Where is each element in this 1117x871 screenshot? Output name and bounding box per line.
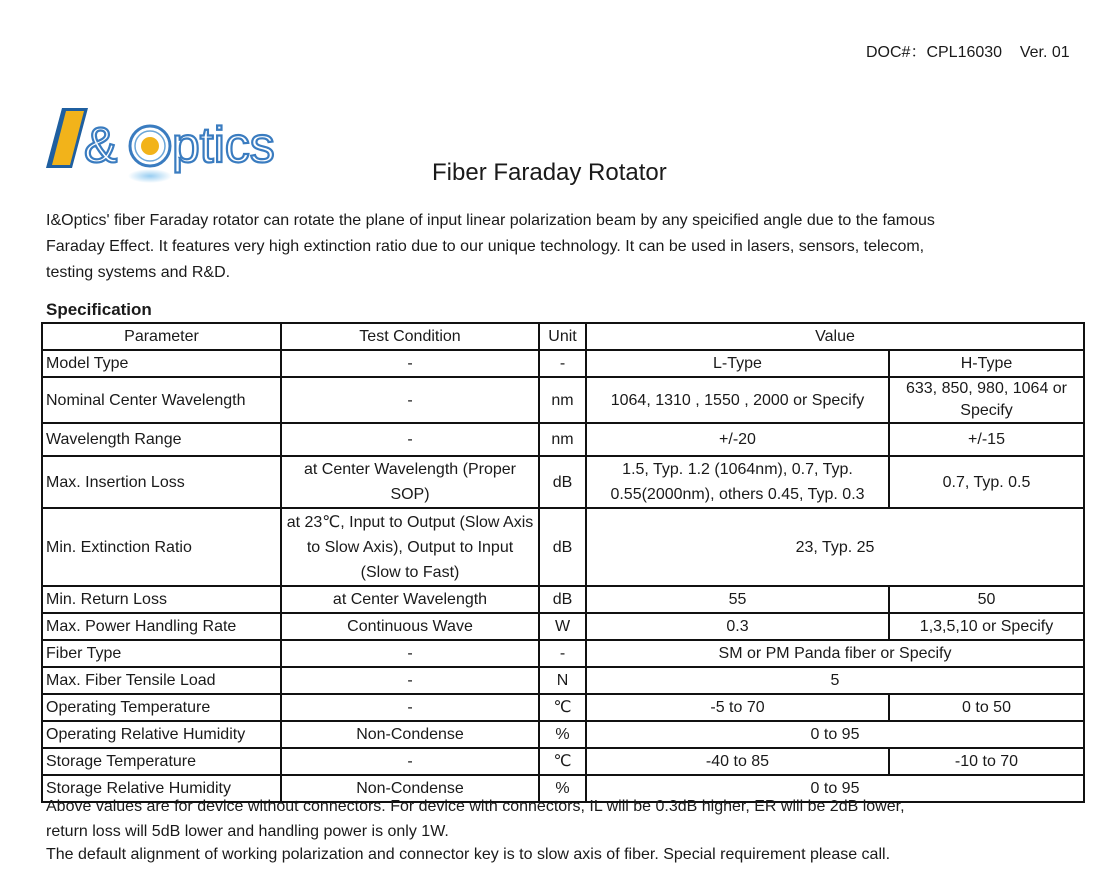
unit-cell: nm: [539, 377, 586, 423]
condition-cell: -: [281, 694, 539, 721]
condition-cell: -: [281, 748, 539, 775]
value-cell: 5: [586, 667, 1084, 694]
svg-text:&: &: [84, 117, 118, 173]
condition-cell: Continuous Wave: [281, 613, 539, 640]
h-value-cell: +/-15: [889, 423, 1084, 456]
param-cell: Storage Temperature: [42, 748, 281, 775]
logo-icon: [44, 100, 306, 192]
table-row: [42, 508, 1084, 586]
param-cell: Nominal Center Wavelength: [42, 377, 281, 423]
value-cell: 0 to 95: [586, 721, 1084, 748]
param-cell: Max. Insertion Loss: [42, 456, 281, 508]
doc-id: DOC#：CPL16030: [866, 44, 1003, 61]
l-value-cell: +/-20: [586, 423, 889, 456]
unit-cell: nm: [539, 423, 586, 456]
l-value-cell: -40 to 85: [586, 748, 889, 775]
condition-cell: Non-Condense: [281, 775, 539, 802]
note-line: The default alignment of working polarization and connector key is to slow axis of fiber. Special requirement please call.: [46, 846, 891, 863]
intro-line: Faraday Effect. It features very high extinction ratio due to our unique technology. It can be used in lasers, sensors, telecom,: [46, 238, 925, 255]
table-row: [42, 640, 1084, 667]
l-value-cell: 1064, 1310 , 1550 , 2000 or Specify: [586, 377, 889, 423]
table-row: [42, 667, 1084, 694]
value-cell: 23, Typ. 25: [586, 508, 1084, 586]
h-value-cell: -10 to 70: [889, 748, 1084, 775]
unit-cell: dB: [539, 508, 586, 586]
table-row: [42, 377, 1084, 423]
value-cell: SM or PM Panda fiber or Specify: [586, 640, 1084, 667]
l-value-cell: 1.5, Typ. 1.2 (1064nm), 0.7, Typ. 0.55(2000nm), others 0.45, Typ. 0.3: [586, 456, 889, 508]
condition-cell: at 23℃, Input to Output (Slow Axis to Slow Axis), Output to Input (Slow to Fast): [281, 508, 539, 586]
param-cell: Min. Return Loss: [42, 586, 281, 613]
document-number: [866, 39, 1070, 62]
unit-cell: -: [539, 350, 586, 377]
param-cell: Wavelength Range: [42, 423, 281, 456]
l-type-header: L-Type: [586, 350, 889, 377]
unit-cell: dB: [539, 586, 586, 613]
condition-cell: -: [281, 423, 539, 456]
unit-cell: ℃: [539, 748, 586, 775]
param-cell: Fiber Type: [42, 640, 281, 667]
intro-line: I&Optics' fiber Faraday rotator can rotate the plane of input linear polarization beam by any speicified angle due to the famous: [46, 212, 935, 229]
condition-cell: at Center Wavelength: [281, 586, 539, 613]
note-line: Above values are for device without connectors. For device with connectors, IL will be 0.3dB higher, ER will be 2dB lower,: [46, 798, 905, 815]
intro-line: testing systems and R&D.: [46, 264, 231, 281]
table-row: [42, 456, 1084, 508]
h-value-cell: 633, 850, 980, 1064 or Specify: [889, 377, 1084, 423]
header-test-condition: Test Condition: [281, 323, 539, 350]
unit-cell: dB: [539, 456, 586, 508]
param-cell: Min. Extinction Ratio: [42, 508, 281, 586]
company-logo: [44, 100, 306, 192]
table-row: [42, 748, 1084, 775]
doc-version: Ver. 01: [1019, 44, 1070, 61]
condition-cell: Non-Condense: [281, 721, 539, 748]
l-value-cell: -5 to 70: [586, 694, 889, 721]
param-cell: Operating Temperature: [42, 694, 281, 721]
param-cell: Max. Fiber Tensile Load: [42, 667, 281, 694]
condition-cell: -: [281, 377, 539, 423]
condition-cell: at Center Wavelength (Proper SOP): [281, 456, 539, 508]
spec-table: [41, 322, 1085, 803]
h-value-cell: 0.7, Typ. 0.5: [889, 456, 1084, 508]
table-row: [42, 613, 1084, 640]
param-cell: Operating Relative Humidity: [42, 721, 281, 748]
condition-cell: -: [281, 667, 539, 694]
l-value-cell: 55: [586, 586, 889, 613]
unit-cell: N: [539, 667, 586, 694]
spec-heading: Specification: [46, 300, 152, 319]
table-row: [42, 586, 1084, 613]
note-line: return loss will 5dB lower and handling power is only 1W.: [46, 823, 449, 840]
table-header-row: [42, 323, 1084, 350]
param-cell: Storage Relative Humidity: [42, 775, 281, 802]
unit-cell: %: [539, 775, 586, 802]
table-row: [42, 694, 1084, 721]
header-unit: Unit: [539, 323, 586, 350]
svg-text:ptics: ptics: [172, 117, 275, 173]
unit-cell: -: [539, 640, 586, 667]
footnotes: [46, 794, 905, 867]
unit-cell: %: [539, 721, 586, 748]
value-cell: 0 to 95: [586, 775, 1084, 802]
table-row: [42, 423, 1084, 456]
header-value: Value: [586, 323, 1084, 350]
header-parameter: Parameter: [42, 323, 281, 350]
table-row: [42, 350, 1084, 377]
l-value-cell: 0.3: [586, 613, 889, 640]
param-cell: Model Type: [42, 350, 281, 377]
h-type-header: H-Type: [889, 350, 1084, 377]
page-title: Fiber Faraday Rotator: [432, 159, 667, 186]
condition-cell: -: [281, 350, 539, 377]
unit-cell: ℃: [539, 694, 586, 721]
h-value-cell: 0 to 50: [889, 694, 1084, 721]
table-row: [42, 721, 1084, 748]
param-cell: Max. Power Handling Rate: [42, 613, 281, 640]
condition-cell: -: [281, 640, 539, 667]
h-value-cell: 50: [889, 586, 1084, 613]
unit-cell: W: [539, 613, 586, 640]
intro-paragraph: [46, 208, 1056, 286]
h-value-cell: 1,3,5,10 or Specify: [889, 613, 1084, 640]
